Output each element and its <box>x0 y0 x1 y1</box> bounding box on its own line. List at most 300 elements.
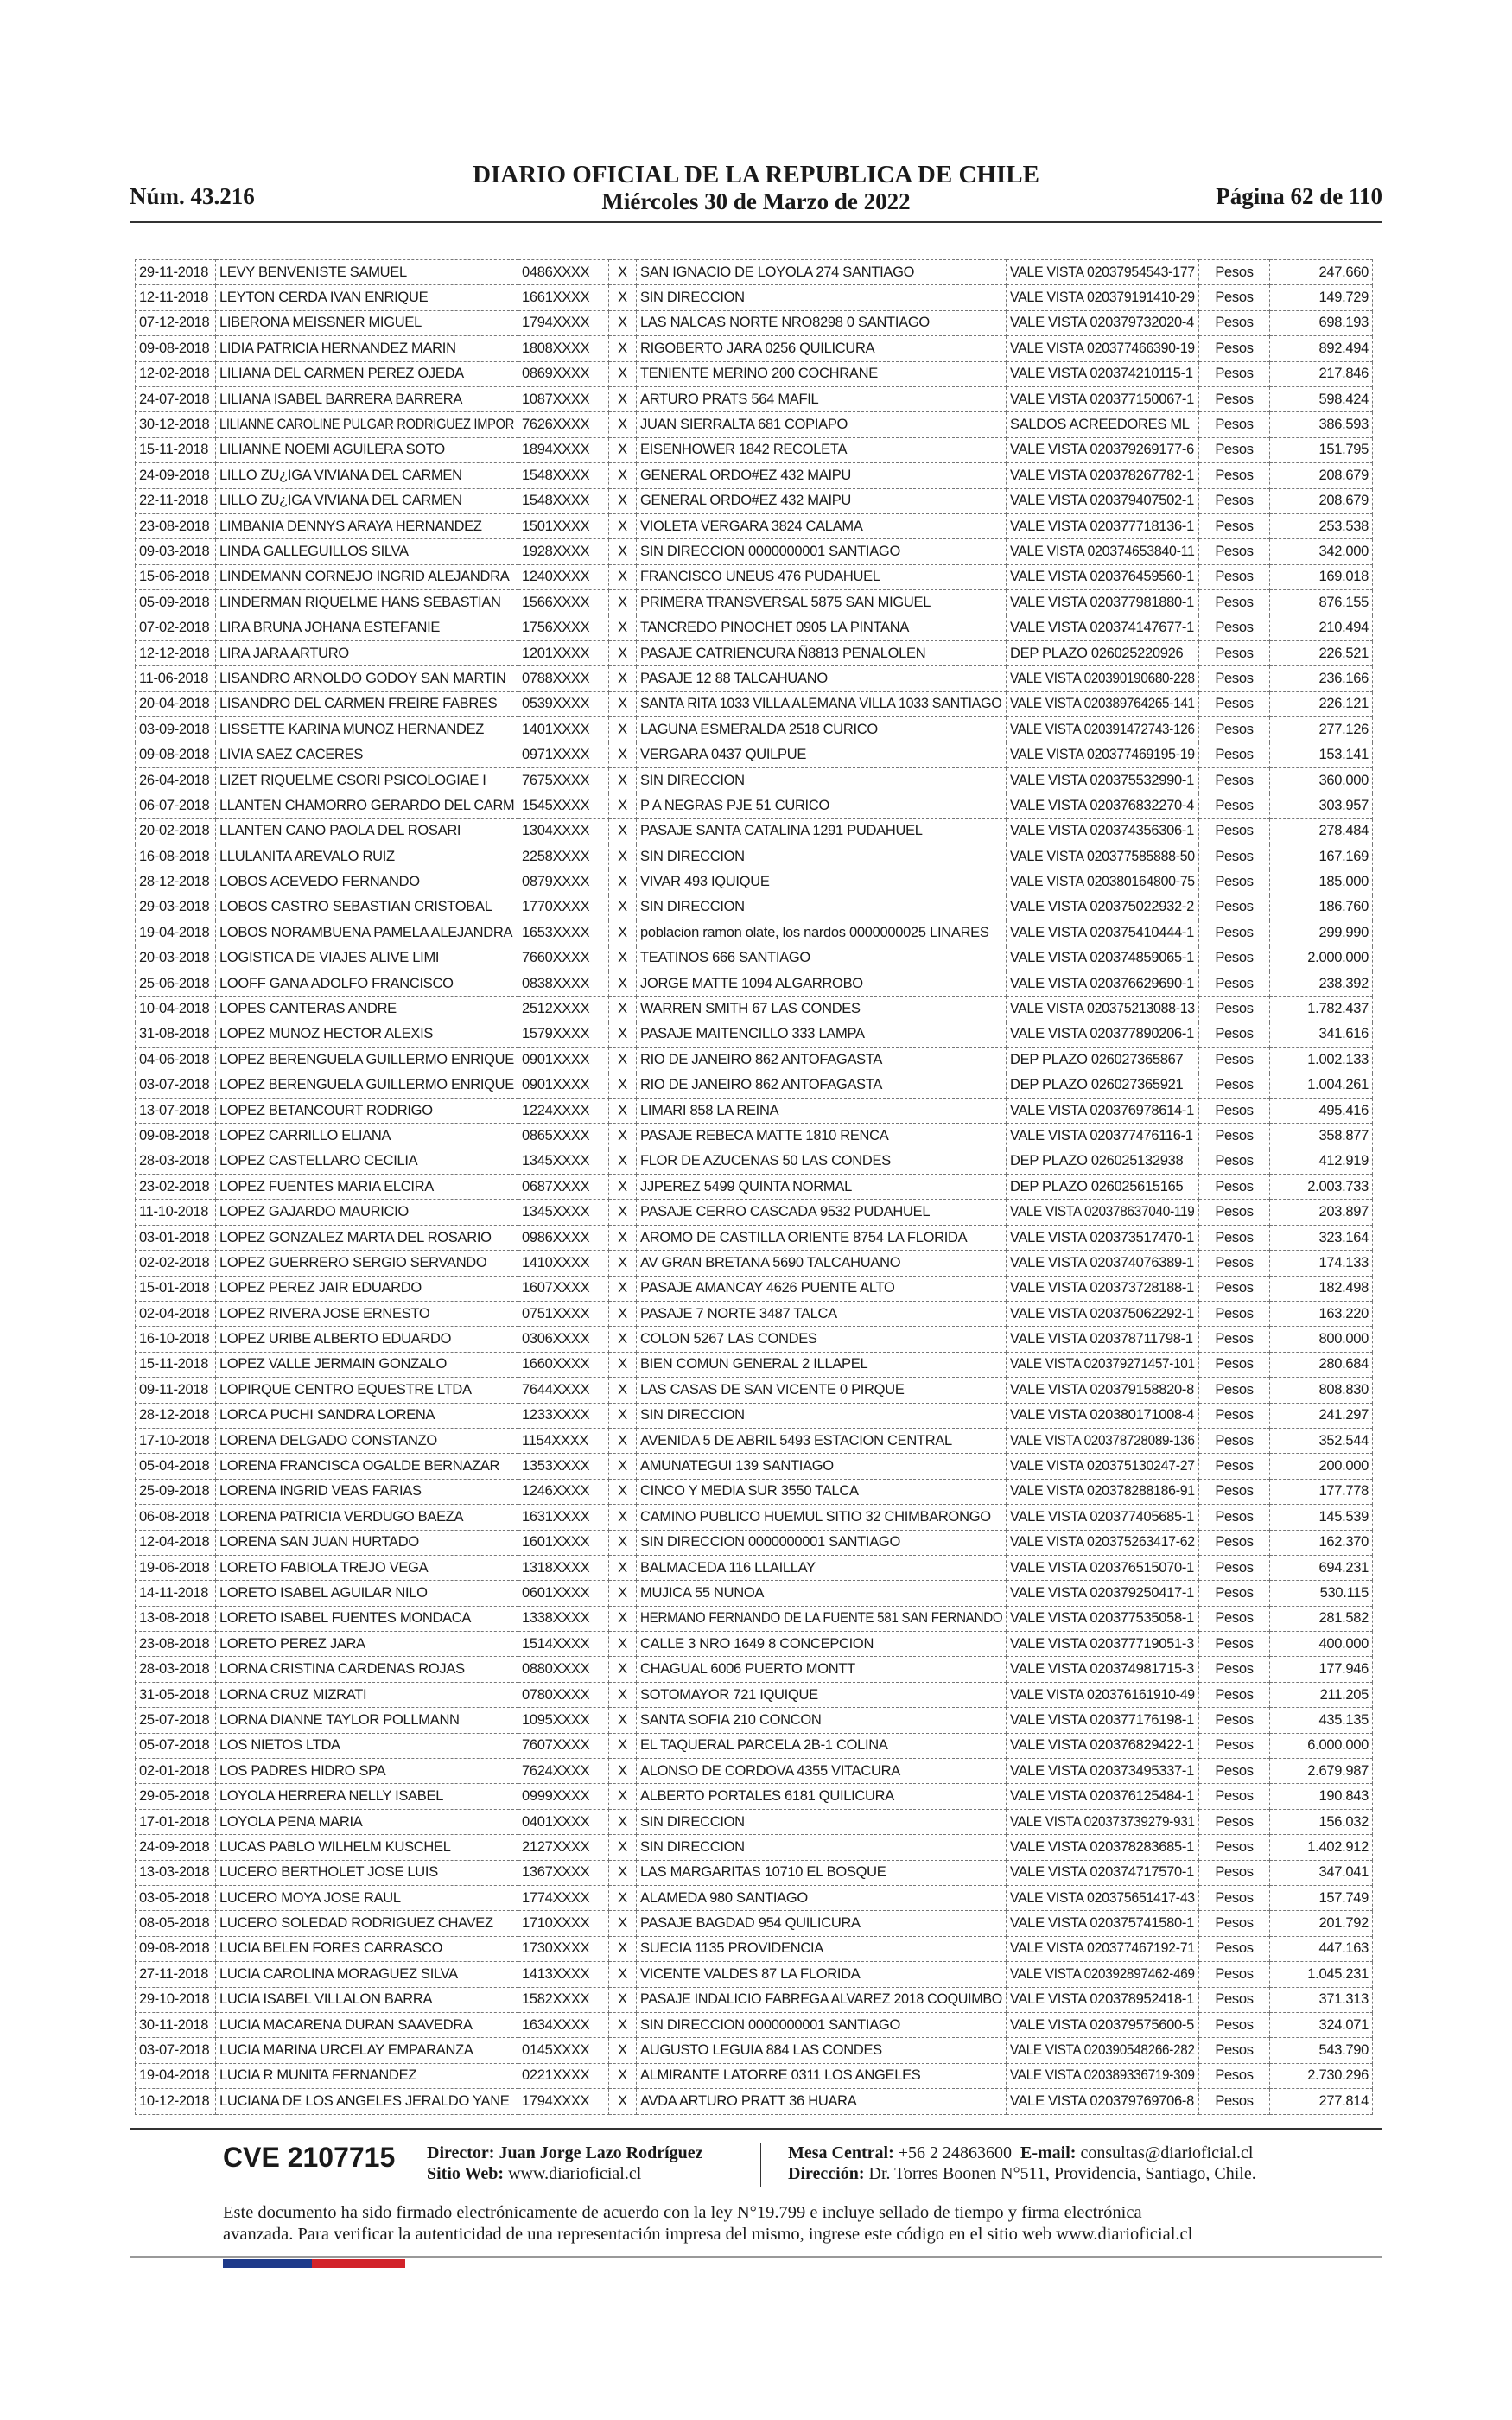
instrument-cell: VALE VISTA 020375213088-13 <box>1007 997 1199 1022</box>
flag-cell: X <box>609 1657 637 1682</box>
rut-cell: 7626XXXX <box>518 412 609 437</box>
currency-cell: Pesos <box>1199 869 1270 895</box>
table-row <box>136 997 1373 1022</box>
rut-cell: 1233XXXX <box>518 1403 609 1428</box>
date-cell: 16-08-2018 <box>136 844 216 869</box>
instrument-cell: VALE VISTA 020374147677-1 <box>1007 615 1199 640</box>
name-cell: LORNA DIANNE TAYLOR POLLMANN <box>216 1708 518 1733</box>
header-center <box>130 161 1382 214</box>
amount-cell: 1.045.231 <box>1270 1962 1373 1987</box>
table-row <box>136 1987 1373 2012</box>
amount-cell: 169.018 <box>1270 564 1373 589</box>
rut-cell: 0869XXXX <box>518 361 609 386</box>
instrument-cell: VALE VISTA 020379158820-8 <box>1007 1378 1199 1403</box>
rut-cell: 0999XXXX <box>518 1784 609 1809</box>
rut-cell: 1770XXXX <box>518 895 609 920</box>
table-row <box>136 437 1373 462</box>
table-row <box>136 1936 1373 1961</box>
name-cell: LILLO ZU¿IGA VIVIANA DEL CARMEN <box>216 463 518 488</box>
amount-cell: 226.521 <box>1270 640 1373 666</box>
currency-cell: Pesos <box>1199 336 1270 361</box>
amount-cell: 892.494 <box>1270 336 1373 361</box>
address-cell: PRIMERA TRANSVERSAL 5875 SAN MIGUEL <box>637 590 1007 615</box>
flag-cell: X <box>609 1327 637 1352</box>
address-cell: AVDA ARTURO PRATT 36 HUARA <box>637 2089 1007 2114</box>
flag-cell: X <box>609 260 637 285</box>
instrument-cell: VALE VISTA 020374859065-1 <box>1007 946 1199 971</box>
currency-cell: Pesos <box>1199 666 1270 691</box>
address-cell: TEATINOS 666 SANTIAGO <box>637 946 1007 971</box>
flag-cell: X <box>609 1479 637 1504</box>
name-cell: LOPEZ GAJARDO MAURICIO <box>216 1200 518 1225</box>
address-cell: FLOR DE AZUCENAS 50 LAS CONDES <box>637 1149 1007 1174</box>
flag-cell: X <box>609 666 637 691</box>
name-cell: LORETO ISABEL AGUILAR NILO <box>216 1581 518 1606</box>
name-cell: LOPEZ PEREZ JAIR EDUARDO <box>216 1276 518 1301</box>
rut-cell: 0401XXXX <box>518 1809 609 1834</box>
date-cell: 03-05-2018 <box>136 1886 216 1911</box>
table-row <box>136 1555 1373 1580</box>
flag-bar-blue <box>223 2259 312 2268</box>
currency-cell: Pesos <box>1199 1048 1270 1073</box>
instrument-cell: VALE VISTA 020377476116-1 <box>1007 1124 1199 1149</box>
date-cell: 03-07-2018 <box>136 1073 216 1098</box>
date-cell: 25-06-2018 <box>136 971 216 996</box>
rut-cell: 0986XXXX <box>518 1225 609 1250</box>
table-row <box>136 1835 1373 1860</box>
rut-cell: 7624XXXX <box>518 1759 609 1784</box>
date-cell: 24-09-2018 <box>136 1835 216 1860</box>
table-row <box>136 946 1373 971</box>
date-cell: 27-11-2018 <box>136 1962 216 1987</box>
instrument-cell: VALE VISTA 020377719051-3 <box>1007 1632 1199 1657</box>
flag-cell: X <box>609 336 637 361</box>
amount-cell: 435.135 <box>1270 1708 1373 1733</box>
flag-cell: X <box>609 488 637 513</box>
table-row <box>136 1733 1373 1758</box>
table-row <box>136 310 1373 335</box>
email-link[interactable]: consultas@diarioficial.cl <box>1080 2143 1254 2162</box>
table-row <box>136 412 1373 437</box>
name-cell: LORNA CRUZ MIZRATI <box>216 1682 518 1707</box>
site-label: Sitio Web: <box>427 2164 505 2183</box>
amount-cell: 236.166 <box>1270 666 1373 691</box>
date-cell: 17-10-2018 <box>136 1428 216 1453</box>
amount-cell: 149.729 <box>1270 285 1373 310</box>
date-cell: 19-04-2018 <box>136 920 216 946</box>
records-table <box>135 259 1373 2115</box>
instrument-cell: VALE VISTA 020377150067-1 <box>1007 386 1199 411</box>
amount-cell: 1.002.133 <box>1270 1048 1373 1073</box>
name-cell: LUCIA ISABEL VILLALON BARRA <box>216 1987 518 2012</box>
currency-cell: Pesos <box>1199 1276 1270 1301</box>
amount-cell: 247.660 <box>1270 260 1373 285</box>
amount-cell: 1.004.261 <box>1270 1073 1373 1098</box>
address-cell: PASAJE AMANCAY 4626 PUENTE ALTO <box>637 1276 1007 1301</box>
table-row <box>136 1454 1373 1479</box>
amount-cell: 412.919 <box>1270 1149 1373 1174</box>
currency-cell: Pesos <box>1199 818 1270 844</box>
instrument-cell: VALE VISTA 020375741580-1 <box>1007 1911 1199 1936</box>
instrument-cell: VALE VISTA 020379271457-101 <box>1007 1352 1199 1377</box>
amount-cell: 210.494 <box>1270 615 1373 640</box>
rut-cell: 1808XXXX <box>518 336 609 361</box>
rut-cell: 1367XXXX <box>518 1860 609 1885</box>
page-header <box>130 161 1382 213</box>
address-cell: VIOLETA VERGARA 3824 CALAMA <box>637 513 1007 538</box>
date-cell: 03-01-2018 <box>136 1225 216 1250</box>
date-cell: 15-11-2018 <box>136 1352 216 1377</box>
cve-code: CVE 2107715 <box>223 2142 396 2173</box>
rut-cell: 1794XXXX <box>518 310 609 335</box>
flag-cell: X <box>609 437 637 462</box>
instrument-cell: VALE VISTA 020373495337-1 <box>1007 1759 1199 1784</box>
name-cell: LEYTON CERDA IVAN ENRIQUE <box>216 285 518 310</box>
address-cell: SIN DIRECCION <box>637 895 1007 920</box>
table-row <box>136 971 1373 996</box>
amount-cell: 352.544 <box>1270 1428 1373 1453</box>
address-cell: poblacion ramon olate, los nardos 0000000025 LINARES <box>637 920 1007 946</box>
instrument-cell: VALE VISTA 020375062292-1 <box>1007 1302 1199 1327</box>
table-row <box>136 1276 1373 1301</box>
table-row <box>136 818 1373 844</box>
flag-cell: X <box>609 1124 637 1149</box>
date-cell: 03-09-2018 <box>136 717 216 742</box>
legal-line-1: Este documento ha sido firmado electrónicamente de acuerdo con la ley N°19.799 e incluye sellado de tiempo y firma electrónica <box>223 2203 1142 2222</box>
date-cell: 24-07-2018 <box>136 386 216 411</box>
currency-cell: Pesos <box>1199 590 1270 615</box>
amount-cell: 694.231 <box>1270 1555 1373 1580</box>
date-cell: 10-12-2018 <box>136 2089 216 2114</box>
rut-cell: 1545XXXX <box>518 793 609 818</box>
address-cell: EL TAQUERAL PARCELA 2B-1 COLINA <box>637 1733 1007 1758</box>
rut-cell: 1224XXXX <box>518 1098 609 1123</box>
table-row <box>136 564 1373 589</box>
table-row <box>136 844 1373 869</box>
currency-cell: Pesos <box>1199 1479 1270 1504</box>
table-row <box>136 1327 1373 1352</box>
address-cell: AVENIDA 5 DE ABRIL 5493 ESTACION CENTRAL <box>637 1428 1007 1453</box>
amount-cell: 217.846 <box>1270 361 1373 386</box>
amount-cell: 174.133 <box>1270 1251 1373 1276</box>
currency-cell: Pesos <box>1199 386 1270 411</box>
table-row <box>136 1048 1373 1073</box>
flag-cell: X <box>609 895 637 920</box>
name-cell: LORCA PUCHI SANDRA LORENA <box>216 1403 518 1428</box>
amount-cell: 447.163 <box>1270 1936 1373 1961</box>
date-cell: 26-04-2018 <box>136 767 216 793</box>
amount-cell: 808.830 <box>1270 1378 1373 1403</box>
currency-cell: Pesos <box>1199 1327 1270 1352</box>
site-link[interactable]: www.diarioficial.cl <box>508 2164 642 2183</box>
table-row <box>136 336 1373 361</box>
instrument-cell: VALE VISTA 020377718136-1 <box>1007 513 1199 538</box>
rut-cell: 1756XXXX <box>518 615 609 640</box>
currency-cell: Pesos <box>1199 1124 1270 1149</box>
address-cell: SIN DIRECCION <box>637 767 1007 793</box>
flag-cell: X <box>609 1200 637 1225</box>
rut-cell: 1338XXXX <box>518 1606 609 1631</box>
amount-cell: 400.000 <box>1270 1632 1373 1657</box>
name-cell: LUCIANA DE LOS ANGELES JERALDO YANE <box>216 2089 518 2114</box>
flag-cell: X <box>609 1886 637 1911</box>
date-cell: 09-11-2018 <box>136 1378 216 1403</box>
amount-cell: 190.843 <box>1270 1784 1373 1809</box>
date-cell: 04-06-2018 <box>136 1048 216 1073</box>
rut-cell: 1631XXXX <box>518 1505 609 1530</box>
name-cell: LINDEMANN CORNEJO INGRID ALEJANDRA <box>216 564 518 589</box>
currency-cell: Pesos <box>1199 1809 1270 1834</box>
currency-cell: Pesos <box>1199 1936 1270 1961</box>
amount-cell: 347.041 <box>1270 1860 1373 1885</box>
name-cell: LILIANA ISABEL BARRERA BARRERA <box>216 386 518 411</box>
date-cell: 22-11-2018 <box>136 488 216 513</box>
name-cell: LORENA INGRID VEAS FARIAS <box>216 1479 518 1504</box>
address-cell: PASAJE BAGDAD 954 QUILICURA <box>637 1911 1007 1936</box>
currency-cell: Pesos <box>1199 1886 1270 1911</box>
rut-cell: 1087XXXX <box>518 386 609 411</box>
currency-cell: Pesos <box>1199 1200 1270 1225</box>
currency-cell: Pesos <box>1199 1962 1270 1987</box>
flag-cell: X <box>609 1048 637 1073</box>
name-cell: LOPEZ CASTELLARO CECILIA <box>216 1149 518 1174</box>
rut-cell: 1501XXXX <box>518 513 609 538</box>
name-cell: LORETO PEREZ JARA <box>216 1632 518 1657</box>
instrument-cell: VALE VISTA 020374981715-3 <box>1007 1657 1199 1682</box>
currency-cell: Pesos <box>1199 1759 1270 1784</box>
rut-cell: 1514XXXX <box>518 1632 609 1657</box>
flag-cell: X <box>609 1911 637 1936</box>
instrument-cell: VALE VISTA 020379191410-29 <box>1007 285 1199 310</box>
date-cell: 05-07-2018 <box>136 1733 216 1758</box>
name-cell: LOPEZ MUNOZ HECTOR ALEXIS <box>216 1022 518 1047</box>
date-cell: 11-10-2018 <box>136 1200 216 1225</box>
rut-cell: 7660XXXX <box>518 946 609 971</box>
date-cell: 09-08-2018 <box>136 1124 216 1149</box>
currency-cell: Pesos <box>1199 920 1270 946</box>
name-cell: LORENA PATRICIA VERDUGO BAEZA <box>216 1505 518 1530</box>
rut-cell: 0751XXXX <box>518 1302 609 1327</box>
rut-cell: 1240XXXX <box>518 564 609 589</box>
flag-cell: X <box>609 1378 637 1403</box>
table-row <box>136 1886 1373 1911</box>
instrument-cell: VALE VISTA 020375532990-1 <box>1007 767 1199 793</box>
currency-cell: Pesos <box>1199 412 1270 437</box>
rut-cell: 0788XXXX <box>518 666 609 691</box>
instrument-cell: VALE VISTA 020390548266-282 <box>1007 2038 1199 2063</box>
currency-cell: Pesos <box>1199 2012 1270 2037</box>
name-cell: LUCIA R MUNITA FERNANDEZ <box>216 2063 518 2088</box>
amount-cell: 163.220 <box>1270 1302 1373 1327</box>
table-row <box>136 1302 1373 1327</box>
amount-cell: 800.000 <box>1270 1327 1373 1352</box>
date-cell: 16-10-2018 <box>136 1327 216 1352</box>
rut-cell: 1548XXXX <box>518 463 609 488</box>
flag-cell: X <box>609 920 637 946</box>
instrument-cell: VALE VISTA 020374356306-1 <box>1007 818 1199 844</box>
address-cell: WARREN SMITH 67 LAS CONDES <box>637 997 1007 1022</box>
address-cell: VICENTE VALDES 87 LA FLORIDA <box>637 1962 1007 1987</box>
flag-cell: X <box>609 1505 637 1530</box>
flag-cell: X <box>609 1809 637 1834</box>
address-cell: VIVAR 493 IQUIQUE <box>637 869 1007 895</box>
address-cell: PASAJE CERRO CASCADA 9532 PUDAHUEL <box>637 1200 1007 1225</box>
date-cell: 09-08-2018 <box>136 336 216 361</box>
date-cell: 23-08-2018 <box>136 513 216 538</box>
flag-cell: X <box>609 1860 637 1885</box>
flag-cell: X <box>609 564 637 589</box>
instrument-cell: VALE VISTA 020389336719-309 <box>1007 2063 1199 2088</box>
date-cell: 29-05-2018 <box>136 1784 216 1809</box>
currency-cell: Pesos <box>1199 1378 1270 1403</box>
table-row <box>136 1225 1373 1250</box>
amount-cell: 281.582 <box>1270 1606 1373 1631</box>
instrument-cell: DEP PLAZO 026027365867 <box>1007 1048 1199 1073</box>
name-cell: LUCIA CAROLINA MORAGUEZ SILVA <box>216 1962 518 1987</box>
table-row <box>136 1022 1373 1047</box>
name-cell: LORETO FABIOLA TREJO VEGA <box>216 1555 518 1580</box>
currency-cell: Pesos <box>1199 1428 1270 1453</box>
table-row <box>136 1962 1373 1987</box>
instrument-cell: VALE VISTA 020377981880-1 <box>1007 590 1199 615</box>
address-cell: BIEN COMUN GENERAL 2 ILLAPEL <box>637 1352 1007 1377</box>
currency-cell: Pesos <box>1199 310 1270 335</box>
instrument-cell: DEP PLAZO 026025220926 <box>1007 640 1199 666</box>
flag-cell: X <box>609 590 637 615</box>
amount-cell: 1.402.912 <box>1270 1835 1373 1860</box>
name-cell: LINDA GALLEGUILLOS SILVA <box>216 539 518 564</box>
rut-cell: 0865XXXX <box>518 1124 609 1149</box>
instrument-cell: VALE VISTA 020377890206-1 <box>1007 1022 1199 1047</box>
contact-info <box>788 2143 1256 2184</box>
amount-cell: 6.000.000 <box>1270 1733 1373 1758</box>
issue-number: Núm. 43.216 <box>130 183 255 209</box>
amount-cell: 371.313 <box>1270 1987 1373 2012</box>
amount-cell: 157.749 <box>1270 1886 1373 1911</box>
amount-cell: 277.814 <box>1270 2089 1373 2114</box>
currency-cell: Pesos <box>1199 1835 1270 1860</box>
name-cell: LOPEZ BERENGUELA GUILLERMO ENRIQUE <box>216 1073 518 1098</box>
address-cell: PASAJE REBECA MATTE 1810 RENCA <box>637 1124 1007 1149</box>
table-row <box>136 1175 1373 1200</box>
address-cell: VERGARA 0437 QUILPUE <box>637 742 1007 767</box>
amount-cell: 208.679 <box>1270 463 1373 488</box>
date-cell: 20-04-2018 <box>136 691 216 716</box>
footer-divider <box>130 2128 1382 2130</box>
instrument-cell: DEP PLAZO 026025615165 <box>1007 1175 1199 1200</box>
flag-cell: X <box>609 1073 637 1098</box>
currency-cell: Pesos <box>1199 463 1270 488</box>
currency-cell: Pesos <box>1199 1733 1270 1758</box>
address-cell: AV GRAN BRETANA 5690 TALCAHUANO <box>637 1251 1007 1276</box>
flag-cell: X <box>609 2063 637 2088</box>
table-row <box>136 1505 1373 1530</box>
rut-cell: 1601XXXX <box>518 1530 609 1555</box>
currency-cell: Pesos <box>1199 1073 1270 1098</box>
currency-cell: Pesos <box>1199 844 1270 869</box>
instrument-cell: VALE VISTA 020378637040-119 <box>1007 1200 1199 1225</box>
flag-cell: X <box>609 1606 637 1631</box>
date-cell: 02-02-2018 <box>136 1251 216 1276</box>
rut-cell: 0838XXXX <box>518 971 609 996</box>
rut-cell: 2127XXXX <box>518 1835 609 1860</box>
rut-cell: 0145XXXX <box>518 2038 609 2063</box>
name-cell: LORENA FRANCISCA OGALDE BERNAZAR <box>216 1454 518 1479</box>
date-cell: 13-08-2018 <box>136 1606 216 1631</box>
table-row <box>136 1403 1373 1428</box>
publication-date: Miércoles 30 de Marzo de 2022 <box>601 188 911 214</box>
amount-cell: 153.141 <box>1270 742 1373 767</box>
rut-cell: 1607XXXX <box>518 1276 609 1301</box>
flag-cell: X <box>609 513 637 538</box>
flag-cell: X <box>609 1403 637 1428</box>
amount-cell: 200.000 <box>1270 1454 1373 1479</box>
table-row <box>136 1530 1373 1555</box>
amount-cell: 2.000.000 <box>1270 946 1373 971</box>
currency-cell: Pesos <box>1199 895 1270 920</box>
instrument-cell: VALE VISTA 020376978614-1 <box>1007 1098 1199 1123</box>
flag-cell: X <box>609 1454 637 1479</box>
flag-cell: X <box>609 539 637 564</box>
table-row <box>136 1200 1373 1225</box>
amount-cell: 299.990 <box>1270 920 1373 946</box>
flag-cell: X <box>609 1936 637 1961</box>
instrument-cell: VALE VISTA 020378267782-1 <box>1007 463 1199 488</box>
date-cell: 15-06-2018 <box>136 564 216 589</box>
address-cell: CINCO Y MEDIA SUR 3550 TALCA <box>637 1479 1007 1504</box>
address-cell: FRANCISCO UNEUS 476 PUDAHUEL <box>637 564 1007 589</box>
instrument-cell: VALE VISTA 020379407502-1 <box>1007 488 1199 513</box>
currency-cell: Pesos <box>1199 1175 1270 1200</box>
flag-cell: X <box>609 1581 637 1606</box>
instrument-cell: VALE VISTA 020374653840-11 <box>1007 539 1199 564</box>
flag-cell: X <box>609 717 637 742</box>
instrument-cell: VALE VISTA 020378288186-91 <box>1007 1479 1199 1504</box>
instrument-cell: VALE VISTA 020374717570-1 <box>1007 1860 1199 1885</box>
instrument-cell: SALDOS ACREEDORES ML <box>1007 412 1199 437</box>
table-row <box>136 1759 1373 1784</box>
name-cell: LOPEZ RIVERA JOSE ERNESTO <box>216 1302 518 1327</box>
name-cell: LOPEZ CARRILLO ELIANA <box>216 1124 518 1149</box>
name-cell: LILIANNE CAROLINE PULGAR RODRIGUEZ IMPOR <box>216 412 518 437</box>
instrument-cell: VALE VISTA 020375130247-27 <box>1007 1454 1199 1479</box>
currency-cell: Pesos <box>1199 1555 1270 1580</box>
currency-cell: Pesos <box>1199 2038 1270 2063</box>
currency-cell: Pesos <box>1199 1657 1270 1682</box>
flag-cell: X <box>609 1225 637 1250</box>
flag-cell: X <box>609 818 637 844</box>
instrument-cell: DEP PLAZO 026025132938 <box>1007 1149 1199 1174</box>
amount-cell: 203.897 <box>1270 1200 1373 1225</box>
address-cell: LAS MARGARITAS 10710 EL BOSQUE <box>637 1860 1007 1885</box>
date-cell: 08-05-2018 <box>136 1911 216 1936</box>
currency-cell: Pesos <box>1199 260 1270 285</box>
table-row <box>136 1352 1373 1377</box>
rut-cell: 1318XXXX <box>518 1555 609 1580</box>
address-cell: SIN DIRECCION <box>637 844 1007 869</box>
address-cell: BALMACEDA 116 LLAILLAY <box>637 1555 1007 1580</box>
amount-cell: 342.000 <box>1270 539 1373 564</box>
mesa-phone: +56 2 24863600 <box>898 2143 1013 2162</box>
address-cell: SIN DIRECCION <box>637 1809 1007 1834</box>
flag-cell: X <box>609 1733 637 1758</box>
table-row <box>136 285 1373 310</box>
amount-cell: 177.946 <box>1270 1657 1373 1682</box>
name-cell: LOS NIETOS LTDA <box>216 1733 518 1758</box>
amount-cell: 341.616 <box>1270 1022 1373 1047</box>
rut-cell: 1894XXXX <box>518 437 609 462</box>
amount-cell: 238.392 <box>1270 971 1373 996</box>
